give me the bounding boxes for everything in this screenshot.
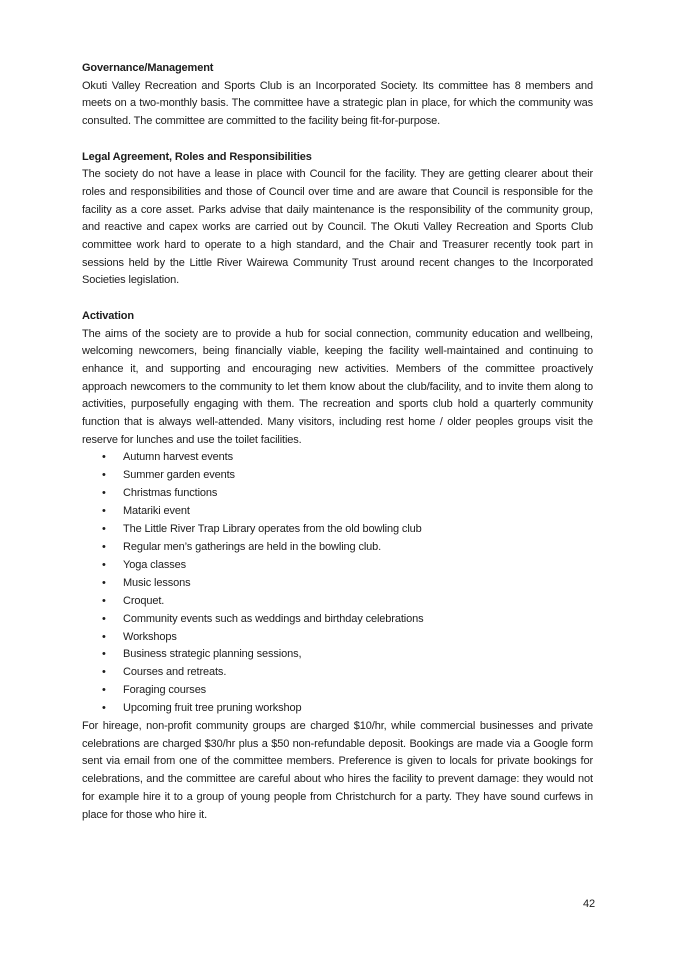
list-item-text: Courses and retreats.: [123, 666, 227, 679]
activities-list: [82, 449, 593, 718]
list-item-text: Community events such as weddings and birthday celebrations: [123, 612, 424, 625]
section-paragraph: Okuti Valley Recreation and Sports Club is an Incorporated Society. Its committee has 8 members and meets on a two-monthly basis. The committee have a strategic plan in place, for which the community was consulted. The committee are committed to the facility being fit-for-purpose.: [82, 79, 593, 128]
list-item: [82, 557, 593, 575]
list-item-text: Summer garden events: [123, 469, 235, 482]
bullet-icon: •: [102, 487, 106, 500]
list-item: [82, 503, 593, 521]
list-item-text: Autumn harvest events: [123, 451, 233, 464]
bullet-icon: •: [102, 630, 106, 643]
section-heading: Activation: [82, 309, 134, 322]
page-number: 42: [583, 898, 595, 910]
list-item-text: Yoga classes: [123, 558, 186, 571]
list-item-text: Christmas functions: [123, 487, 218, 500]
list-item: [82, 593, 593, 611]
section-governance-management: [82, 60, 593, 131]
list-item: [82, 539, 593, 557]
bullet-icon: •: [102, 523, 106, 536]
list-item-text: Music lessons: [123, 576, 191, 589]
bullet-icon: •: [102, 540, 106, 553]
list-item-text: The Little River Trap Library operates from the old bowling club: [123, 523, 422, 536]
list-item: [82, 664, 593, 682]
bullet-icon: •: [102, 612, 106, 625]
list-item: [82, 700, 593, 718]
list-item-text: Upcoming fruit tree pruning workshop: [123, 702, 302, 715]
section-legal-agreement: [82, 149, 593, 291]
section-paragraph: The society do not have a lease in place with Council for the facility. They are getting clearer about their roles and responsibilities and those of Council over time and are aware that Council is responsible for the facility as a core asset. Parks advise that daily maintenance is the responsibility of the community group, and reactive and capex works are carried out by Council. The Okuti Valley Recreation and Sports Club committee work hard to operate to a high standard, and the Chair and Treasurer recently took part in sessions held by the Little River Wairewa Community Trust around recent changes to the Incorporated Societies legislation.: [82, 168, 593, 287]
section-paragraph: The aims of the society are to provide a hub for social connection, community education and wellbeing, welcoming newcomers, being financially viable, keeping the facility well-maintained and continuing to enhance it, and supporting and encouraging new activities. Members of the committee proactively approach newcomers to the community to let them know about the club/facility, and to invite them along to activities, purposefully engaging with them. The recreation and sports club hold a quarterly community function that is always well-attended. Many visitors, including rest home / older peoples groups visit the reserve for lunches and use the toilet facilities.: [82, 327, 593, 446]
list-item: [82, 521, 593, 539]
list-item-text: Regular men’s gatherings are held in the bowling club.: [123, 540, 382, 553]
list-item: [82, 646, 593, 664]
list-item: [82, 485, 593, 503]
section-heading: Legal Agreement, Roles and Responsibilities: [82, 150, 312, 163]
bullet-icon: •: [102, 451, 106, 464]
list-item-text: Workshops: [123, 630, 177, 643]
list-item-text: Matariki event: [123, 505, 190, 518]
closing-paragraph: For hireage, non-profit community groups are charged $10/hr, while commercial businesses and private celebrations are charged $30/hr plus a $50 non-refundable deposit. Bookings are made via a Google form sent via email from one of the committee members. Preference is given to locals for private bookings for celebrations, and the committee are careful about who hires the facility to prevent damage: they would not for example hire it to a group of young people from Christchurch for a party. They have sound curfews in place for those who hire it.: [82, 720, 593, 821]
list-item-text: Foraging courses: [123, 684, 207, 697]
list-item: [82, 629, 593, 647]
section-heading: Governance/Management: [82, 62, 214, 74]
bullet-icon: •: [102, 684, 106, 697]
bullet-icon: •: [102, 648, 106, 661]
bullet-icon: •: [102, 666, 106, 679]
list-item-text: Business strategic planning sessions,: [123, 648, 302, 661]
list-item: [82, 449, 593, 467]
section-activation: [82, 308, 593, 824]
list-item: [82, 682, 593, 700]
bullet-icon: •: [102, 469, 106, 482]
bullet-icon: •: [102, 594, 106, 607]
bullet-icon: •: [102, 558, 106, 571]
bullet-icon: •: [102, 702, 106, 715]
list-item-text: Croquet.: [123, 594, 165, 607]
bullet-icon: •: [102, 505, 106, 518]
list-item: [82, 611, 593, 629]
list-item: [82, 467, 593, 485]
list-item: [82, 575, 593, 593]
bullet-icon: •: [102, 576, 106, 589]
